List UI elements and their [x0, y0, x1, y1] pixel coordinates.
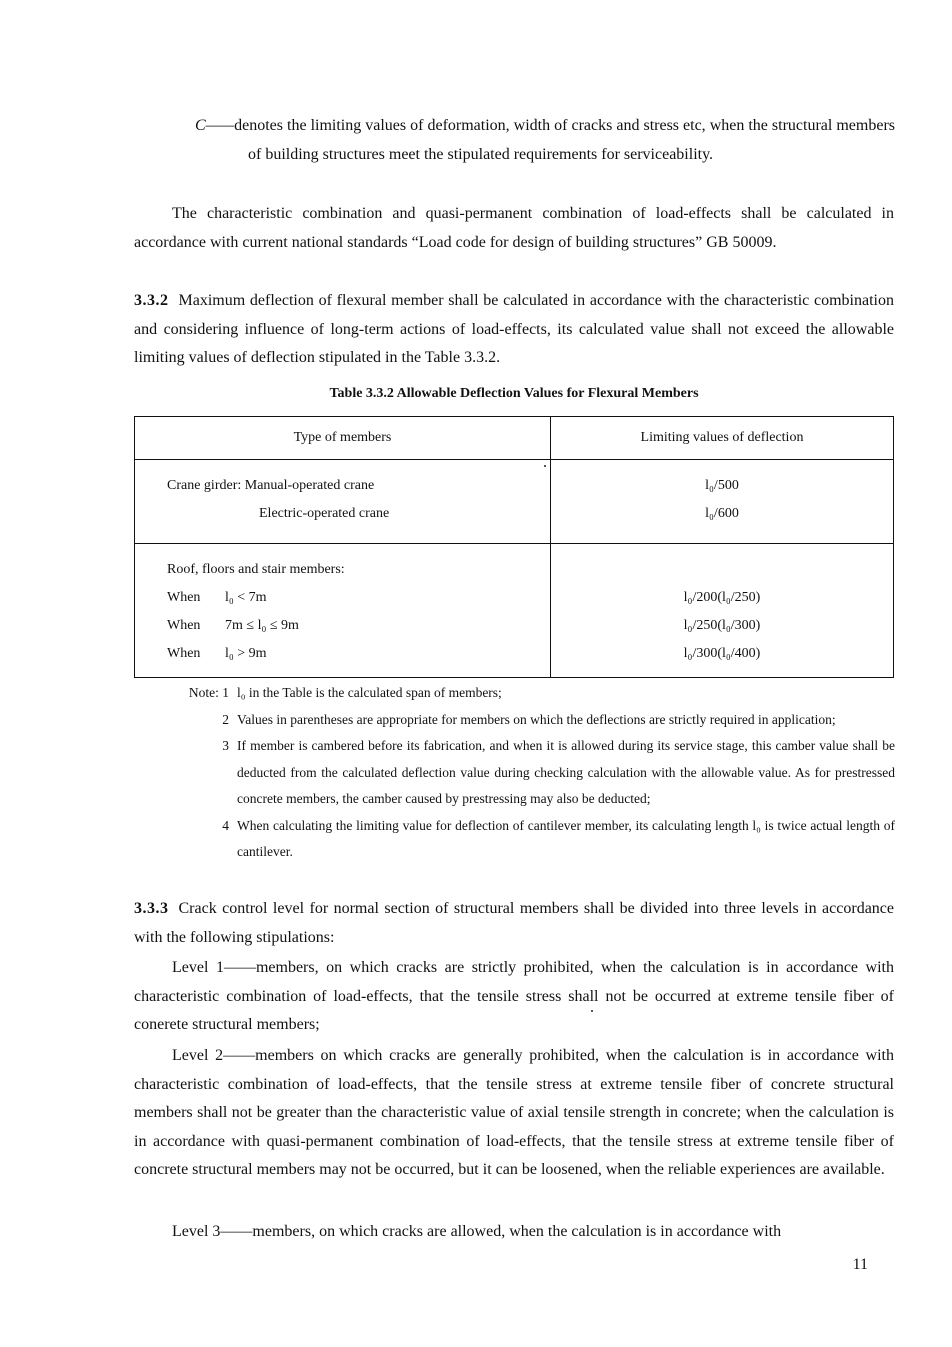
note-item: 4 When calculating the limiting value for deflection of cantilever member, its calculating length l₀ is twice actual length of cantilever. [222, 817, 895, 859]
table-row [135, 460, 894, 544]
section-3-3-3 [134, 895, 894, 952]
table-cell-crane-type [135, 460, 551, 544]
deflection-table [134, 416, 894, 678]
note-item: Note: 1 l₀ in the Table is the calculated span of members; [188, 685, 502, 700]
table-header-limit: Limiting values of deflection [551, 417, 894, 460]
crane-value-2: l₀/600 [705, 506, 739, 521]
roof-value-3: l₀/300(l₀/400) [683, 646, 761, 661]
scan-speck [591, 1010, 593, 1012]
definition-c [195, 112, 895, 169]
roof-condition-2: When 7m ≤ l₀ ≤ 9m [167, 618, 299, 633]
paragraph-level-1: Level 1——members, on which cracks are strictly prohibited, when the calculation is in accordance with characteristic combination of load-effects, that the tensile stress shall not be occurred at extreme tensile fiber of conerete structural members; [134, 959, 894, 1033]
section-text: Crack control level for normal section of structural members shall be divided into three levels in accordance with the following stipulations: [134, 900, 894, 946]
definition-c-label: C—— [195, 117, 235, 134]
table-cell-crane-limit [551, 460, 894, 544]
section-number: 3.3.2 [134, 292, 169, 309]
crane-value-1: l₀/500 [705, 478, 739, 493]
paragraph-load-combination: The characteristic combination and quasi-permanent combination of load-effects shall be calculated in accordance with current national standards “Load code for design of building structures” GB 50009. [134, 205, 894, 251]
section-number: 3.3.3 [134, 900, 169, 917]
roof-value-1: l₀/200(l₀/250) [683, 590, 761, 605]
roof-title: Roof, floors and stair members: [167, 562, 345, 577]
paragraph-level-2: Level 2——members on which cracks are generally prohibited, when the calculation is in accordance with characteristic combination of load-effects, that the tensile stress at extreme tensile fiber of concrete structural members shall not be greater than the characteristic value of axial tensile strength in concrete; when the calculation is in accordance with quasi-permanent combination of load-effects, that the tensile stress at extreme tensile fiber of concrete structural members may not be occurred, but it can be loosened, when the reliable experiences are available. [134, 1047, 894, 1178]
note-item: 2 Values in parentheses are appropriate for members on which the deflections are strictly required in application; [222, 711, 836, 727]
roof-condition-3: When l₀ > 9m [167, 646, 267, 661]
table-row [135, 544, 894, 678]
scan-speck [544, 465, 546, 467]
definition-c-text: denotes the limiting values of deformation, width of cracks and stress etc, when the structural members of building structures meet the stipulated requirements for serviceability. [234, 117, 895, 163]
table-header-type: Type of members [135, 417, 551, 460]
section-3-3-2 [134, 287, 894, 373]
note-item: 3 If member is cambered before its fabrication, and when it is allowed during its service stage, this camber value shall be deducted from the calculated deflection value during checking calculation with the allowable value. As for prestressed concrete members, the camber caused by prestressing may also be deducted; [222, 738, 895, 806]
roof-value-2: l₀/250(l₀/300) [683, 618, 761, 633]
section-text: Maximum deflection of flexural member shall be calculated in accordance with the characteristic combination and considering influence of long-term actions of load-effects, its calculated value shall not exceed the allowable limiting values of deflection stipulated in the Table 3.3.2. [134, 292, 894, 366]
table-caption: Table 3.3.2 Allowable Deflection Values for Flexural Members [329, 386, 699, 401]
table-notes [165, 680, 895, 866]
roof-condition-1: When l₀ < 7m [167, 590, 267, 605]
crane-line-2: Electric-operated crane [259, 506, 390, 521]
crane-line-1: Crane girder: Manual-operated crane [167, 478, 375, 493]
table-cell-roof-type [135, 544, 551, 678]
page-number: 11 [852, 1256, 868, 1273]
table-cell-roof-limit [551, 544, 894, 678]
paragraph-level-3: Level 3——members, on which cracks are allowed, when the calculation is in accordance with [172, 1223, 782, 1240]
